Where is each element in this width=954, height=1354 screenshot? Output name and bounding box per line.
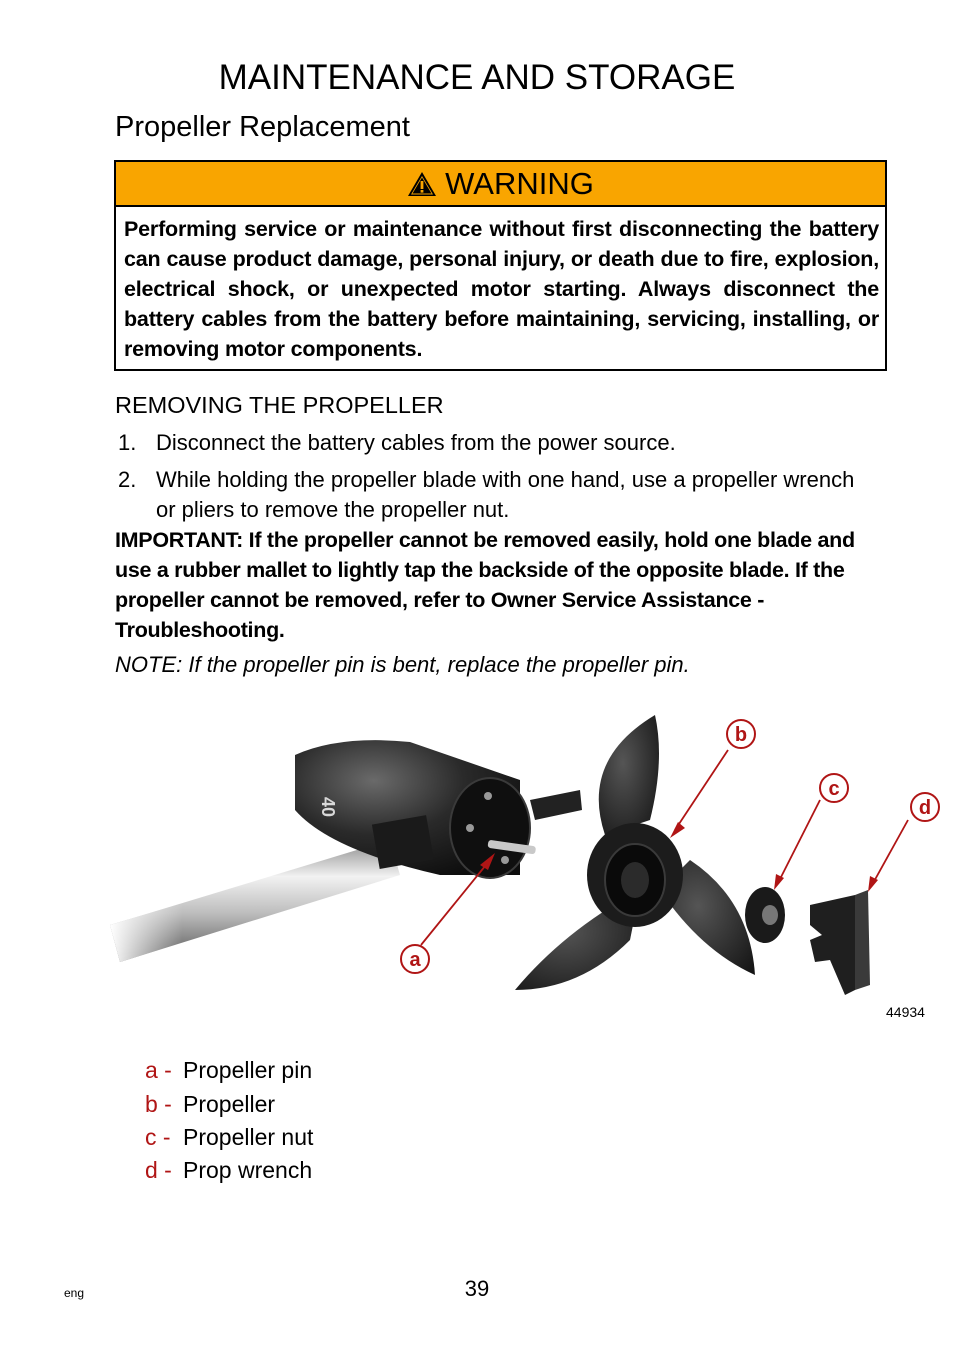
motor-housing xyxy=(295,740,530,878)
callout-letter-c: c xyxy=(828,778,840,800)
legend-item xyxy=(145,1155,312,1185)
callout-letter-d: d xyxy=(918,797,932,819)
note-text: If the propeller pin is bent, replace the propeller pin. xyxy=(188,652,690,677)
important-note: IMPORTANT: If the propeller cannot be removed easily, hold one blade and use a rubber mallet to lightly tap the backside of the opposite blade. If the propeller cannot be removed, refer to Owner Service Assistance - Troubleshooting. xyxy=(115,528,855,642)
legend-item xyxy=(145,1089,275,1119)
legend-text: Propeller pin xyxy=(183,1057,313,1083)
note xyxy=(115,650,690,680)
note-label: NOTE: xyxy=(115,652,183,677)
subsection-heading: REMOVING THE PROPELLER xyxy=(115,392,444,418)
callout-d xyxy=(911,793,939,821)
legend-letter: b - xyxy=(145,1091,172,1117)
callout-letter-b: b xyxy=(734,724,748,746)
propeller-nut xyxy=(745,887,785,943)
callout-a xyxy=(401,945,429,973)
step-text: Disconnect the battery cables from the power source. xyxy=(156,430,676,455)
legend-letter: a - xyxy=(145,1057,172,1083)
page-title: MAINTENANCE AND STORAGE xyxy=(218,58,736,97)
callout-c xyxy=(820,774,848,802)
warning-text: Performing service or maintenance without first disconnecting the battery can cause product damage, personal injury, or death due to fire, explosion, electrical shock, or unexpected motor starting. Always disconnect the battery cables from the battery before maintaining, servicing, installing, or removing motor components. xyxy=(124,217,879,361)
page-number: 39 xyxy=(464,1276,490,1301)
warning-box xyxy=(114,160,887,371)
callout-b xyxy=(727,720,755,748)
warning-triangle-icon xyxy=(407,171,437,197)
motor-shaft xyxy=(110,840,400,962)
callout-letter-a: a xyxy=(409,949,421,971)
warning-header xyxy=(116,162,885,207)
footer-language: eng xyxy=(64,1286,85,1300)
legend-text: Prop wrench xyxy=(183,1157,313,1183)
step-number: 1. xyxy=(118,430,137,455)
warning-label: WARNING xyxy=(445,165,594,201)
step-number: 2. xyxy=(118,467,137,492)
propeller-illustration xyxy=(110,700,950,1030)
figure-number: 44934 xyxy=(886,1004,925,1020)
legend-text: Propeller nut xyxy=(183,1124,314,1150)
legend-letter: c - xyxy=(145,1124,171,1150)
prop-wrench xyxy=(810,890,870,995)
legend-text: Propeller xyxy=(183,1091,276,1117)
motor-label: 40 xyxy=(318,797,338,818)
step-text: While holding the propeller blade with one hand, use a propeller wrench or pliers to remove the propeller nut. xyxy=(156,467,855,522)
legend-letter: d - xyxy=(145,1157,172,1183)
legend-item xyxy=(145,1122,313,1152)
legend-item xyxy=(145,1055,312,1085)
section-title: Propeller Replacement xyxy=(115,111,410,143)
propeller xyxy=(515,715,755,990)
